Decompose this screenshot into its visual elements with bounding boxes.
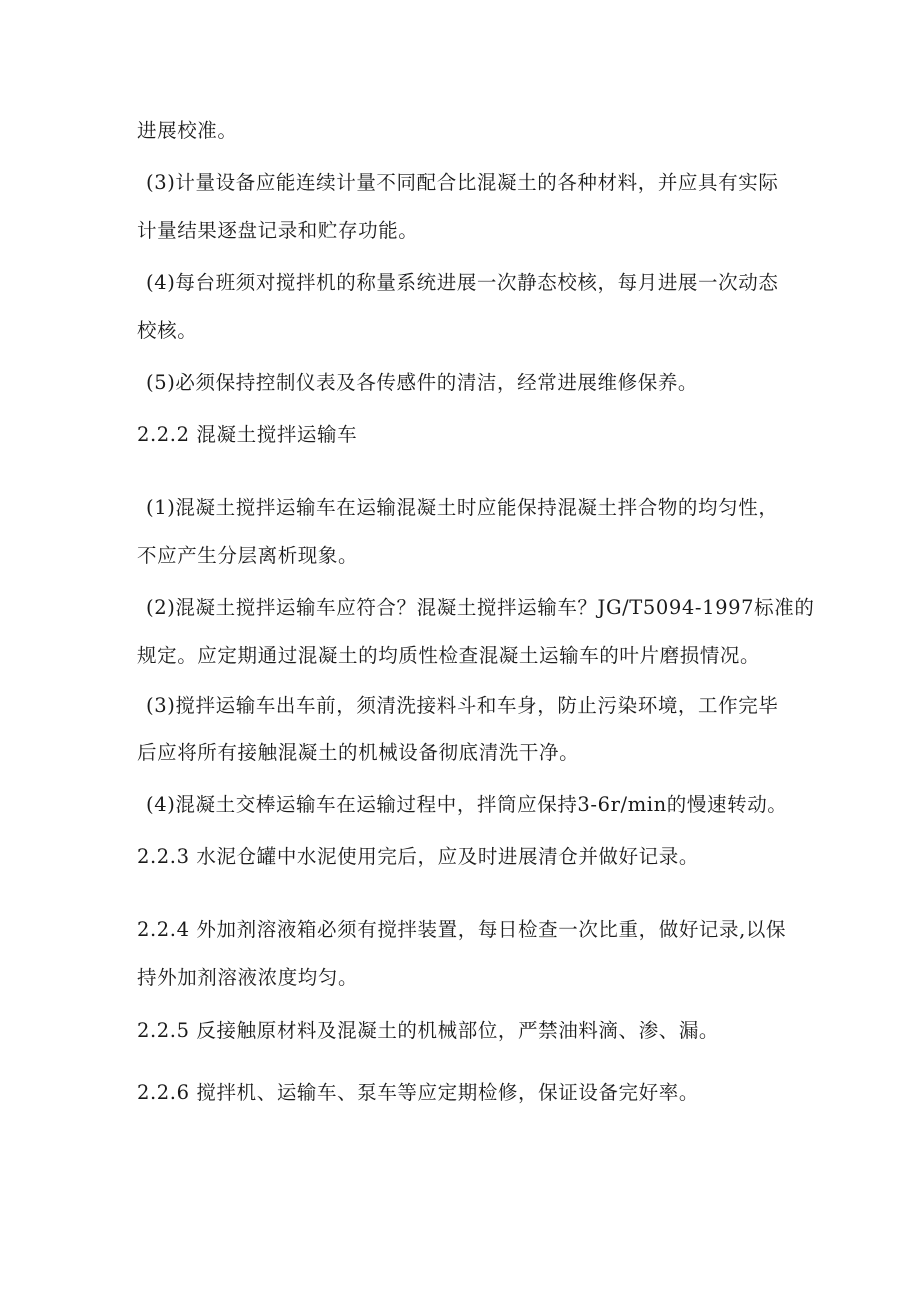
- paragraph-line: (2)混凝土搅拌运输车应符合？混凝土搅拌运输车？JG/T5094-1997标准的: [146, 596, 815, 619]
- paragraph-line: 校核。: [137, 319, 198, 342]
- paragraph-line: (4)每台班须对搅拌机的称量系统进展一次静态校核，每月进展一次动态: [146, 271, 779, 294]
- paragraph-line: 计量结果逐盘记录和贮存功能。: [137, 219, 419, 242]
- paragraph-line: (4)混凝土交棒运输车在运输过程中，拌筒应保持3-6r/min的慢速转动。: [146, 793, 788, 816]
- section-heading: 2.2.2 混凝土搅拌运输车: [137, 423, 358, 446]
- paragraph-line: 进展校准。: [137, 119, 238, 142]
- paragraph-line: 不应产生分层离析现象。: [137, 544, 359, 567]
- paragraph-line: 规定。应定期通过混凝土的均质性检查混凝土运输车的叶片磨损情况。: [137, 644, 761, 667]
- paragraph-line: (3)计量设备应能连续计量不同配合比混凝土的各种材料，并应具有实际: [146, 171, 779, 194]
- paragraph-line: (1)混凝土搅拌运输车在运输混凝土时应能保持混凝土拌合物的均匀性，: [146, 496, 779, 519]
- section-heading: 2.2.3 水泥仓罐中水泥使用完后，应及时进展清仓并做好记录。: [137, 845, 699, 868]
- section-heading: 2.2.5 反接触原材料及混凝土的机械部位，严禁油料滴、渗、漏。: [137, 1019, 720, 1042]
- section-heading: 2.2.6 搅拌机、运输车、泵车等应定期检修，保证设备完好率。: [137, 1081, 699, 1104]
- paragraph-line: 持外加剂溶液浓度均匀。: [137, 966, 359, 989]
- section-heading: 2.2.4 外加剂溶液箱必须有搅拌装置，每日检查一次比重，做好记录,以保: [137, 918, 787, 941]
- paragraph-line: (3)搅拌运输车出车前，须清洗接料斗和车身，防止污染环境，工作完毕: [146, 694, 779, 717]
- paragraph-line: (5)必须保持控制仪表及各传感件的清洁，经常进展维修保养。: [146, 371, 699, 394]
- paragraph-line: 后应将所有接触混凝土的机械设备彻底清洗干净。: [137, 741, 580, 764]
